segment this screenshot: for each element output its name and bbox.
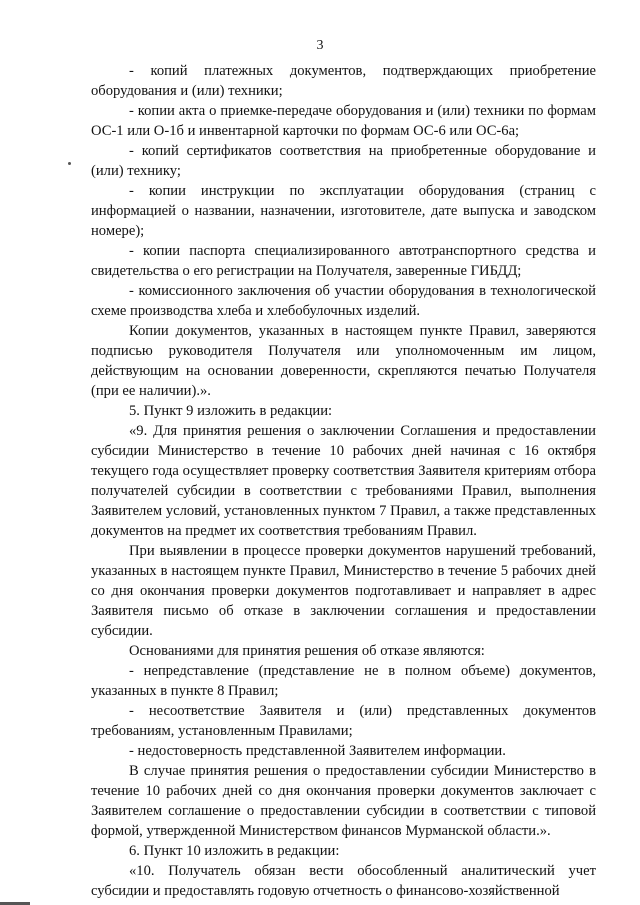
paragraph-clause-9: «9. Для принятия решения о заключении Соглашения и предоставлении субсидии Министерство в течение 10 рабочих дней начиная с 16 октября текущего года осуществляет проверку соответствия Заявителя критериям отбора получателей субсидии в соответствии с требованиями Правил, выполнения Заявителем условий, установленных пунктом 7 Правил, а также представленных документов на предмет их соответствия требованиям Правил. xyxy=(91,423,596,539)
paragraph-non-submission: - непредставление (представление не в полном объеме) документов, указанных в пункте 8 Правил; xyxy=(91,663,596,699)
paragraph-instructions: - копии инструкции по эксплуатации оборудования (страниц с информацией о названии, назначении, изготовителе, дате выпуска и заводском номере); xyxy=(91,183,596,239)
paragraph-certificates: - копий сертификатов соответствия на приобретенные оборудование и (или) технику; xyxy=(91,143,596,179)
paragraph-payment-docs: - копий платежных документов, подтверждающих приобретение оборудования и (или) техники; xyxy=(91,63,596,99)
paragraph-point-5: 5. Пункт 9 изложить в редакции: xyxy=(129,403,333,419)
paragraph-acceptance-act: - копии акта о приемке-передаче оборудования и (или) техники по формам ОС-1 или О-1б и инвентарной карточки по формам ОС-6 или ОС-6а; xyxy=(91,103,596,139)
paragraph-commission-conclusion: - комиссионного заключения об участии оборудования в технологической схеме производства хлеба и хлебобулочных изделий. xyxy=(91,283,596,319)
paragraph-clause-10: «10. Получатель обязан вести обособленный аналитический учет субсидии и предоставлять годовую отчетность о финансово-хозяйственной xyxy=(91,863,596,899)
margin-dot xyxy=(68,162,71,165)
page-number: 3 xyxy=(316,38,324,53)
paragraph-non-compliance: - несоответствие Заявителя и (или) представленных документов требованиям, установленным Правилами; xyxy=(91,703,596,739)
paragraph-vehicle-passport: - копии паспорта специализированного автотранспортного средства и свидетельства о его регистрации на Получателя, заверенные ГИБДД; xyxy=(91,243,596,279)
document-body xyxy=(91,61,596,901)
paragraph-false-info: - недостоверность представленной Заявителем информации. xyxy=(129,743,506,759)
paragraph-agreement: В случае принятия решения о предоставлении субсидии Министерство в течение 10 рабочих дней со дня окончания проверки документов заключает с Заявителем соглашение о предоставлении субсидии в соответствии с типовой формой, утвержденной Министерством финансов Мурманской области.». xyxy=(91,763,596,839)
paragraph-certification: Копии документов, указанных в настоящем пункте Правил, заверяются подписью руководителя Получателя или уполномоченным им лицом, действующим на основании доверенности, скрепляются печатью Получателя (при ее наличии).». xyxy=(91,323,596,399)
paragraph-refusal-grounds: Основаниями для принятия решения об отказе являются: xyxy=(129,643,485,659)
paragraph-point-6: 6. Пункт 10 изложить в редакции: xyxy=(129,843,340,859)
paragraph-violations: При выявлении в процессе проверки документов нарушений требований, указанных в настоящем пункте Правил, Министерство в течение 5 рабочих дней со дня окончания проверки документов подготавливает и направляет в адрес Заявителя письмо об отказе в заключении соглашения и предоставлении субсидии. xyxy=(91,543,596,639)
